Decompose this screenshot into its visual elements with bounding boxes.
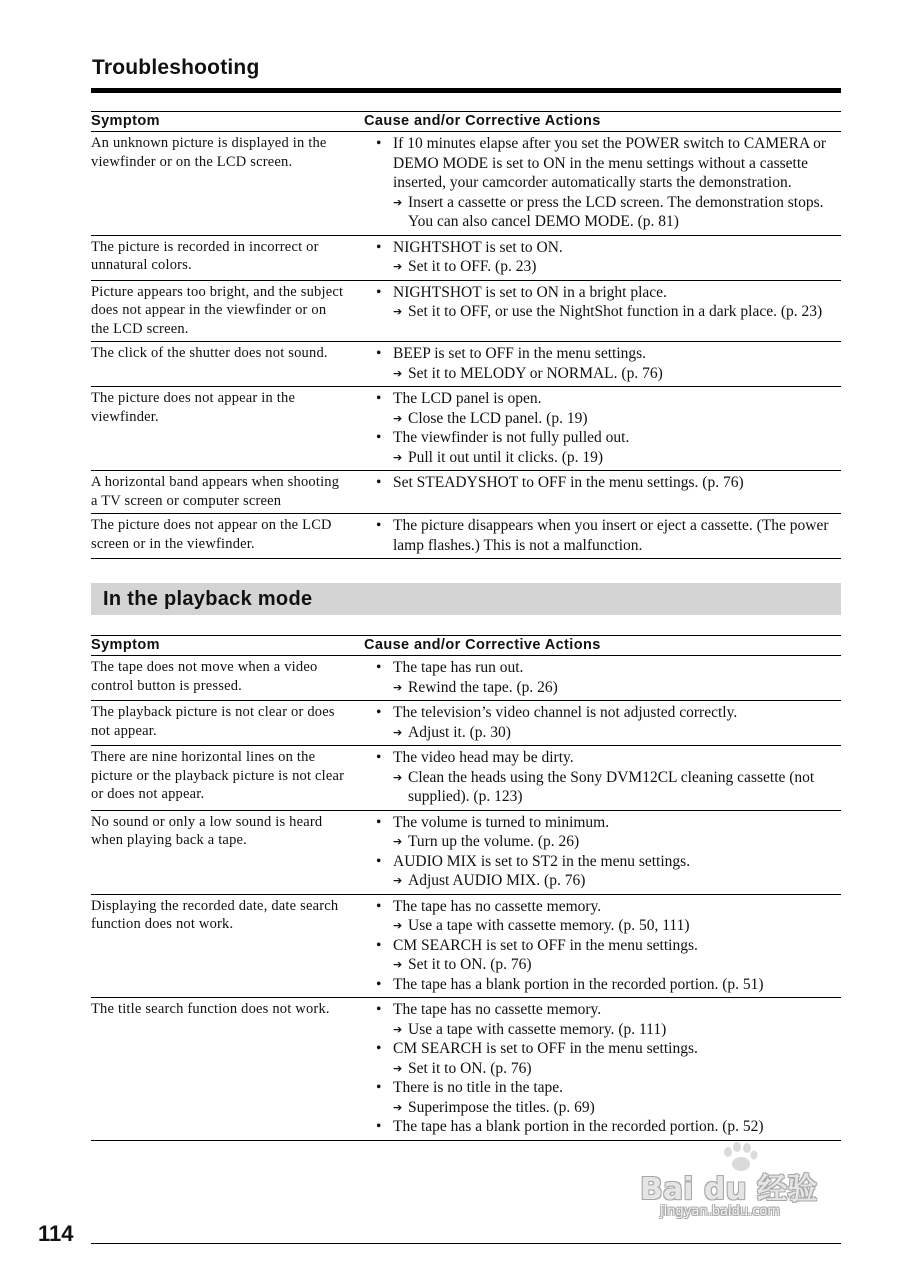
document-page <box>91 56 841 1141</box>
corrective-action: ➔ Insert a cassette or press the LCD screen. The demonstration stops. You can also cancel DEMO MODE. (p. 81) <box>393 193 841 232</box>
symptom-cell: Picture appears too bright, and the subject does not appear in the viewfinder or on the LCD screen. <box>91 280 364 342</box>
action-list <box>393 768 841 807</box>
cause-item <box>376 1039 841 1078</box>
table-row <box>91 514 841 559</box>
symptom-header: Symptom <box>91 636 364 656</box>
corrective-action: ➔ Close the LCD panel. (p. 19) <box>393 409 841 429</box>
symptom-header: Symptom <box>91 112 364 132</box>
cause-list <box>364 897 841 995</box>
cause-list <box>364 516 841 555</box>
action-list <box>393 832 841 852</box>
playback-section-heading: In the playback mode <box>91 583 841 615</box>
cause-item <box>376 134 841 232</box>
symptom-cell: A horizontal band appears when shooting a TV screen or computer screen <box>91 471 364 514</box>
corrective-action: ➔ Set it to OFF. (p. 23) <box>393 257 841 277</box>
cause-cell <box>364 342 841 387</box>
symptom-cell: There are nine horizontal lines on the picture or the playback picture is not clear or does not appear. <box>91 746 364 811</box>
cause-item <box>376 936 841 975</box>
cause-list <box>364 813 841 891</box>
cause-text: There is no title in the tape. <box>393 1079 564 1096</box>
action-list <box>393 193 841 232</box>
watermark-url: jingyan.baidu.com <box>660 1204 780 1219</box>
table-row <box>91 280 841 342</box>
action-list <box>393 1020 841 1040</box>
table-row <box>91 656 841 701</box>
cause-text: NIGHTSHOT is set to ON. <box>393 238 563 256</box>
cause-item <box>376 344 841 383</box>
cause-list <box>364 134 841 232</box>
corrective-action: ➔ Turn up the volume. (p. 26) <box>393 832 841 852</box>
symptom-cell: The playback picture is not clear or does not appear. <box>91 701 364 746</box>
cause-cell <box>364 998 841 1141</box>
table-header-row <box>91 112 841 132</box>
playback-table <box>91 635 841 1141</box>
cause-list <box>364 473 841 493</box>
cause-item <box>376 1000 841 1039</box>
cause-cell <box>364 471 841 514</box>
action-list <box>393 955 841 975</box>
corrective-action: ➔ Adjust it. (p. 30) <box>393 723 841 743</box>
cause-text: CM SEARCH is set to OFF in the menu settings. <box>393 1040 698 1057</box>
cause-cell <box>364 132 841 236</box>
cause-text: The tape has a blank portion in the recorded portion. (p. 51) <box>393 975 764 993</box>
table-row <box>91 471 841 514</box>
corrective-action: ➔ Set it to MELODY or NORMAL. (p. 76) <box>393 364 841 384</box>
cause-list <box>364 238 841 277</box>
footer-rule <box>91 1243 841 1244</box>
symptom-cell: Displaying the recorded date, date search function does not work. <box>91 894 364 998</box>
action-list <box>393 409 841 429</box>
cause-text: The tape has no cassette memory. <box>393 1001 602 1018</box>
cause-item <box>376 283 841 322</box>
cause-text: NIGHTSHOT is set to ON in a bright place. <box>393 283 667 301</box>
action-list <box>393 916 841 936</box>
troubleshooting-table-body <box>91 132 841 559</box>
corrective-action: ➔ Superimpose the titles. (p. 69) <box>393 1098 841 1118</box>
symptom-cell: The click of the shutter does not sound. <box>91 342 364 387</box>
cause-cell <box>364 746 841 811</box>
cause-item <box>376 389 841 428</box>
cause-text: The tape has run out. <box>393 659 524 676</box>
symptom-cell: The picture does not appear on the LCD screen or in the viewfinder. <box>91 514 364 559</box>
table-row <box>91 810 841 894</box>
symptom-cell: The title search function does not work. <box>91 998 364 1141</box>
cause-header: Cause and/or Corrective Actions <box>364 636 841 656</box>
cause-list <box>364 1000 841 1137</box>
corrective-action: ➔ Set it to ON. (p. 76) <box>393 1059 841 1079</box>
corrective-action: ➔ Pull it out until it clicks. (p. 19) <box>393 448 841 468</box>
page-title: Troubleshooting <box>92 56 260 79</box>
cause-text: The LCD panel is open. <box>393 390 542 407</box>
action-list <box>393 1098 841 1118</box>
action-list <box>393 1059 841 1079</box>
watermark-logo-text: Bai du 经验 <box>640 1172 818 1207</box>
corrective-action: ➔ Use a tape with cassette memory. (p. 50, 111) <box>393 916 841 936</box>
baidu-watermark <box>640 1140 850 1220</box>
cause-cell <box>364 656 841 701</box>
cause-text: The tape has no cassette memory. <box>393 897 602 915</box>
table-row <box>91 998 841 1141</box>
troubleshooting-table <box>91 111 841 559</box>
table-row <box>91 894 841 998</box>
table-row <box>91 235 841 280</box>
cause-list <box>364 658 841 697</box>
action-list <box>393 723 841 743</box>
cause-cell <box>364 280 841 342</box>
cause-item <box>376 703 841 742</box>
table-row <box>91 746 841 811</box>
action-list <box>393 257 841 277</box>
table-header-row <box>91 636 841 656</box>
symptom-cell: An unknown picture is displayed in the viewfinder or on the LCD screen. <box>91 132 364 236</box>
cause-text: AUDIO MIX is set to ST2 in the menu settings. <box>393 852 691 870</box>
cause-text: The tape has a blank portion in the recorded portion. (p. 52) <box>393 1118 764 1135</box>
cause-item <box>376 428 841 467</box>
table-row <box>91 132 841 236</box>
playback-table-body <box>91 656 841 1141</box>
symptom-cell: The tape does not move when a video control button is pressed. <box>91 656 364 701</box>
cause-cell <box>364 810 841 894</box>
corrective-action: ➔ Set it to OFF, or use the NightShot function in a dark place. (p. 23) <box>393 302 841 322</box>
title-rule <box>91 88 841 93</box>
action-list <box>393 871 841 891</box>
corrective-action: ➔ Clean the heads using the Sony DVM12CL cleaning cassette (not supplied). (p. 123) <box>393 768 841 807</box>
cause-text: Set STEADYSHOT to OFF in the menu settings. (p. 76) <box>393 474 744 491</box>
corrective-action: ➔ Set it to ON. (p. 76) <box>393 955 841 975</box>
cause-header: Cause and/or Corrective Actions <box>364 112 841 132</box>
corrective-action: ➔ Adjust AUDIO MIX. (p. 76) <box>393 871 841 891</box>
corrective-action: ➔ Rewind the tape. (p. 26) <box>393 678 841 698</box>
cause-list <box>364 748 841 807</box>
symptom-cell: No sound or only a low sound is heard when playing back a tape. <box>91 810 364 894</box>
symptom-cell: The picture is recorded in incorrect or unnatural colors. <box>91 235 364 280</box>
cause-item <box>376 897 841 936</box>
action-list <box>393 302 841 322</box>
cause-list <box>364 703 841 742</box>
cause-item <box>376 975 841 995</box>
cause-cell <box>364 701 841 746</box>
table-row <box>91 342 841 387</box>
cause-item <box>376 748 841 807</box>
action-list <box>393 678 841 698</box>
cause-item <box>376 473 841 493</box>
corrective-action: ➔ Use a tape with cassette memory. (p. 111) <box>393 1020 841 1040</box>
cause-text: The picture disappears when you insert or eject a cassette. (The power lamp flashes.) This is not a malfunction. <box>393 517 829 554</box>
symptom-cell: The picture does not appear in the viewfinder. <box>91 387 364 471</box>
page-number: 114 <box>38 1221 74 1246</box>
cause-text: BEEP is set to OFF in the menu settings. <box>393 345 647 362</box>
cause-item <box>376 852 841 891</box>
cause-item <box>376 238 841 277</box>
cause-cell <box>364 514 841 559</box>
cause-text: If 10 minutes elapse after you set the POWER switch to CAMERA or DEMO MODE is set to ON in the menu settings without a cassette inserted, your camcorder automatically starts the demonstration. <box>393 135 827 191</box>
cause-item <box>376 516 841 555</box>
table-row <box>91 387 841 471</box>
cause-text: The viewfinder is not fully pulled out. <box>393 429 630 446</box>
cause-text: The volume is turned to minimum. <box>393 813 610 831</box>
cause-cell <box>364 387 841 471</box>
cause-cell <box>364 894 841 998</box>
table-row <box>91 701 841 746</box>
cause-list <box>364 389 841 467</box>
action-list <box>393 364 841 384</box>
cause-item <box>376 658 841 697</box>
cause-cell <box>364 235 841 280</box>
cause-text: CM SEARCH is set to OFF in the menu settings. <box>393 936 698 954</box>
cause-text: The video head may be dirty. <box>393 749 574 766</box>
cause-item <box>376 1117 841 1137</box>
cause-list <box>364 283 841 322</box>
cause-item <box>376 813 841 852</box>
action-list <box>393 448 841 468</box>
cause-item <box>376 1078 841 1117</box>
cause-text: The television’s video channel is not adjusted correctly. <box>393 704 738 721</box>
cause-list <box>364 344 841 383</box>
